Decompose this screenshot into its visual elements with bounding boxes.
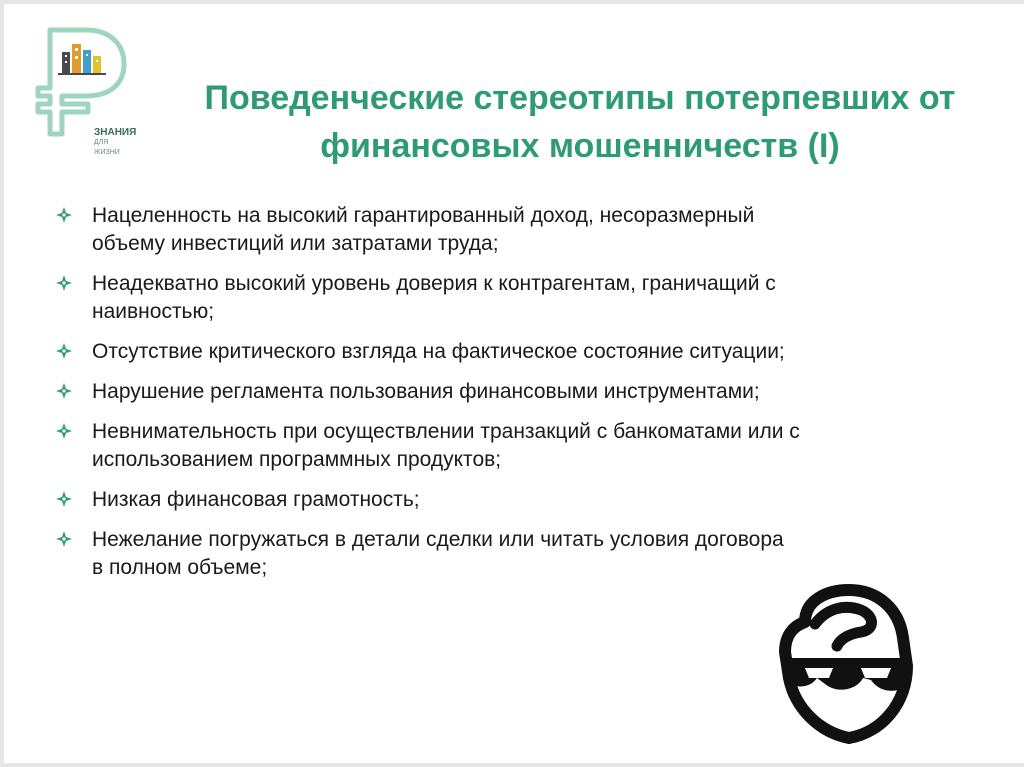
ruble-sign-logo-icon <box>32 26 132 138</box>
slide-title-line-2: финансовых мошенничеств (I) <box>320 127 840 165</box>
bullet-list <box>52 202 952 594</box>
diamond-bullet-icon <box>56 275 72 291</box>
logo <box>32 26 137 156</box>
bullet-text-line-2: наивностью; <box>92 300 215 323</box>
bullet-item <box>52 378 952 406</box>
logo-name: ЗНАНИЯ <box>94 127 137 138</box>
bullet-item <box>52 486 952 514</box>
bullet-item <box>52 338 952 366</box>
diamond-bullet-icon <box>56 343 72 359</box>
bullet-text-line-2: в полном объеме; <box>92 556 268 579</box>
bullet-text-line-1: Нарушение регламента пользования финансовыми инструментами; <box>92 380 760 403</box>
slide-frame-left <box>0 0 4 767</box>
bullet-text-line-1: Низкая финансовая грамотность; <box>92 488 420 511</box>
bullet-text-line-1: Нежелание погружаться в детали сделки или читать условия договора <box>92 528 784 551</box>
bullet-text-line-1: Невнимательность при осуществлении транзакций с банкоматами или с <box>92 420 800 443</box>
bullet-item <box>52 202 952 258</box>
bullet-item <box>52 418 952 474</box>
bullet-text-line-2: объему инвестиций или затратами труда; <box>92 232 499 255</box>
bullet-item <box>52 270 952 326</box>
bullet-text-line-1: Отсутствие критического взгляда на фактическое состояние ситуации; <box>92 340 785 363</box>
bullet-item <box>52 526 952 582</box>
thief-mask-face-icon <box>775 582 920 747</box>
bullet-text-line-1: Неадекватно высокий уровень доверия к контрагентам, граничащий с <box>92 272 776 295</box>
diamond-bullet-icon <box>56 383 72 399</box>
slide-title <box>140 74 1020 170</box>
bullet-text-line-2: использованием программных продуктов; <box>92 448 502 471</box>
diamond-bullet-icon <box>56 207 72 223</box>
diamond-bullet-icon <box>56 491 72 507</box>
logo-label <box>94 127 137 158</box>
bullet-text-line-1: Нацеленность на высокий гарантированный доход, несоразмерный <box>92 204 755 227</box>
slide-frame-bottom <box>0 763 1024 767</box>
diamond-bullet-icon <box>56 531 72 547</box>
diamond-bullet-icon <box>56 423 72 439</box>
slide-frame-top <box>0 0 1024 4</box>
slide-title-line-1: Поведенческие стереотипы потерпевших от <box>204 79 956 117</box>
logo-subtitle: ДЛЯ ЖИЗНИ <box>94 139 120 156</box>
